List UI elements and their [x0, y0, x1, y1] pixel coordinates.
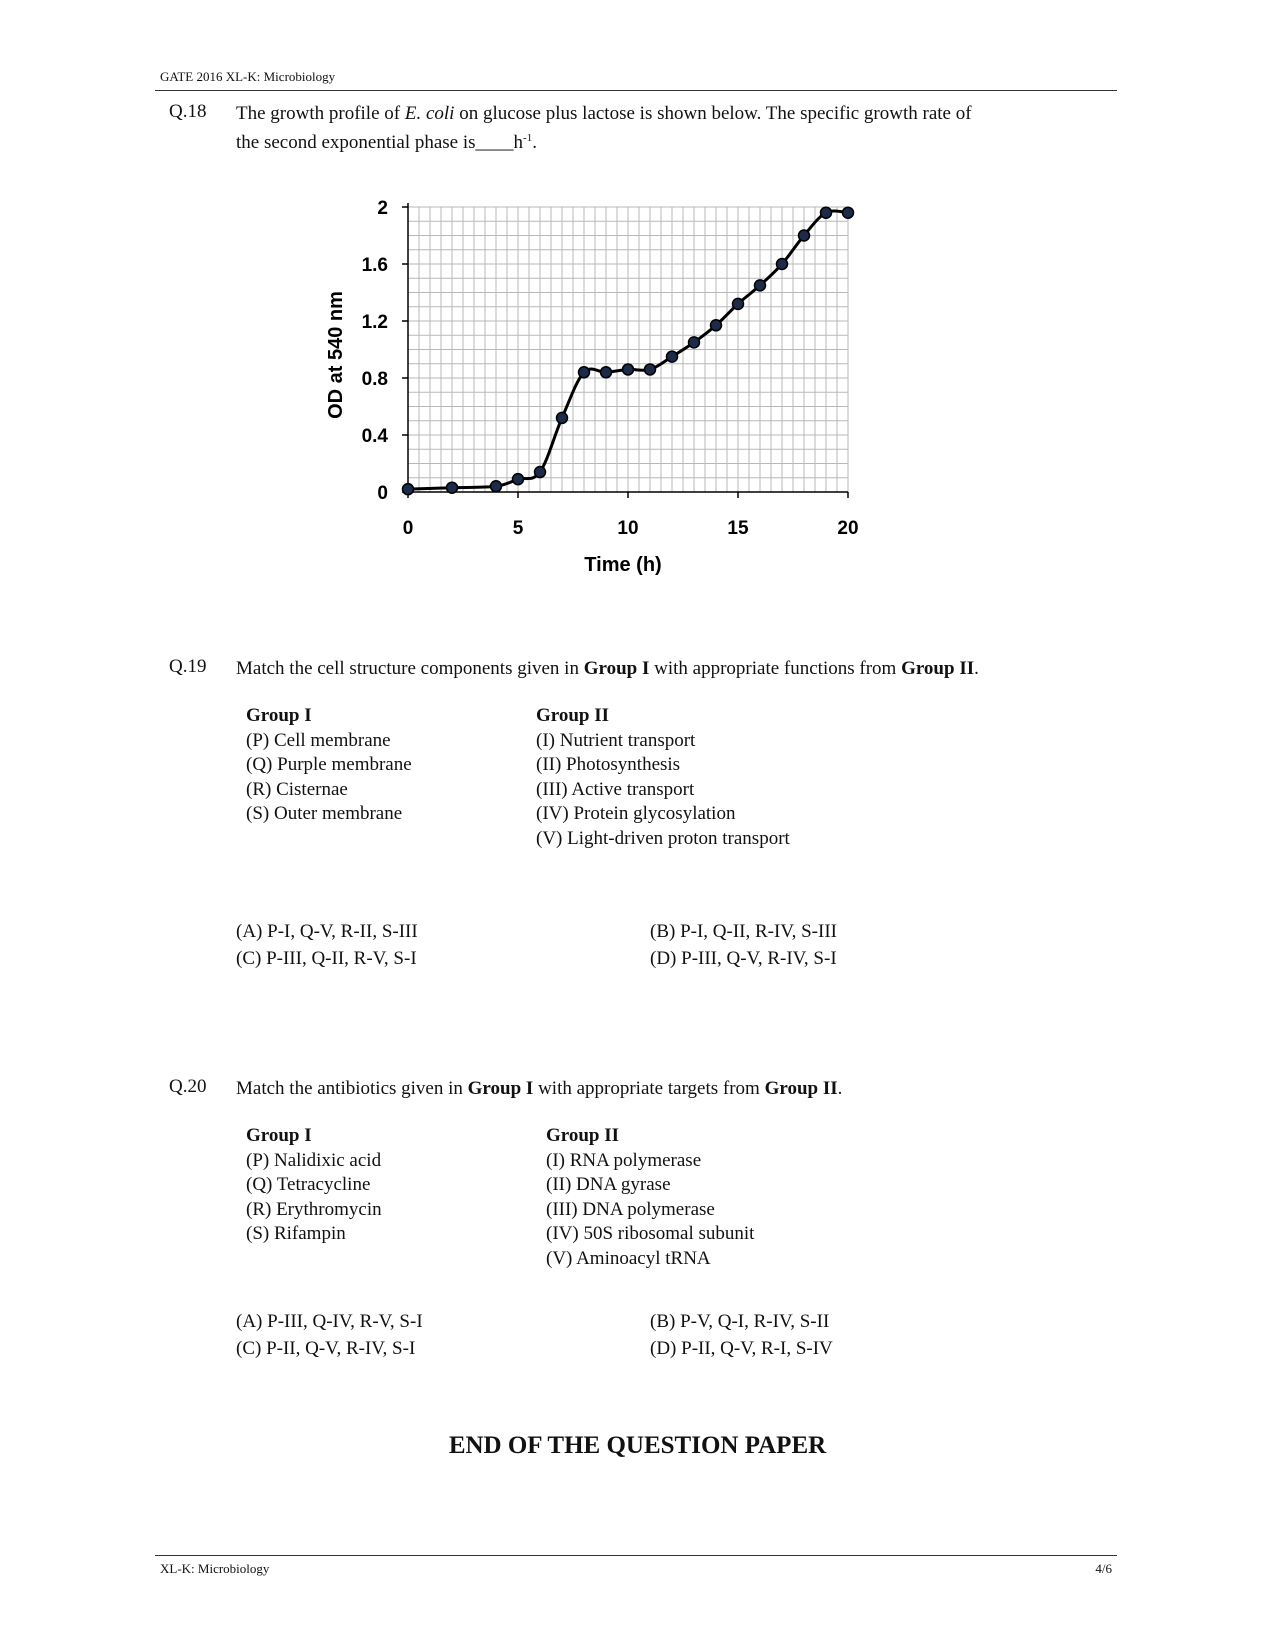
- header-rule: [155, 90, 1117, 91]
- x-tick-label: 0: [402, 518, 414, 539]
- data-point: [755, 280, 766, 291]
- q19-bold-a: Group I: [583, 658, 650, 679]
- q20-group-1: [246, 1124, 382, 1247]
- q20-group-1-item: (P) Nalidixic acid: [246, 1149, 382, 1171]
- chart-grid: [408, 207, 848, 492]
- q18-text-a: The growth profile of: [236, 103, 405, 124]
- q20-group-1-item: (S) Rifampin: [246, 1223, 346, 1245]
- footer-rule: [155, 1555, 1117, 1556]
- q20-text-c: .: [837, 1078, 843, 1099]
- q20-group-2-title: Group II: [546, 1125, 620, 1146]
- q19-group-2-title: Group II: [536, 705, 610, 726]
- y-tick-label: 0: [377, 483, 388, 504]
- q18-unit-sup: -1: [523, 132, 533, 144]
- q20-option-a[interactable]: (A) P-III, Q-IV, R-V, S-I: [236, 1311, 423, 1332]
- data-point: [601, 367, 612, 378]
- data-point: [689, 337, 700, 348]
- q19-group-1-item: (P) Cell membrane: [246, 729, 391, 751]
- q18-text: [236, 101, 1086, 155]
- data-point: [843, 207, 854, 218]
- q20-group-2-item: (I) RNA polymerase: [546, 1149, 702, 1171]
- q19-option-b[interactable]: (B) P-I, Q-II, R-IV, S-III: [650, 921, 837, 942]
- data-point: [623, 364, 634, 375]
- y-tick-label: 1.6: [361, 255, 388, 276]
- q19-group-2-item: (IV) Protein glycosylation: [536, 803, 736, 825]
- q20-bold-a: Group I: [467, 1078, 534, 1099]
- q19-group-2-item: (II) Photosynthesis: [536, 754, 681, 776]
- q20-group-2-item: (IV) 50S ribosomal subunit: [546, 1223, 755, 1245]
- x-tick-label: 20: [837, 518, 859, 539]
- y-tick-label: 0.4: [361, 426, 388, 447]
- q20-text: [236, 1076, 1086, 1101]
- x-tick-label: 15: [727, 518, 749, 539]
- q19-text: [236, 656, 1086, 681]
- q20-group-1-item: (Q) Tetracycline: [246, 1174, 371, 1196]
- growth-chart: [320, 195, 880, 595]
- q20-option-b[interactable]: (B) P-V, Q-I, R-IV, S-II: [650, 1311, 830, 1332]
- data-point: [733, 298, 744, 309]
- data-point: [557, 412, 568, 423]
- q18-number: Q.18: [169, 101, 207, 122]
- q19-group-1-item: (S) Outer membrane: [246, 803, 403, 825]
- q19-bold-b: Group II: [901, 658, 975, 679]
- q19-group-1-item: (Q) Purple membrane: [246, 754, 412, 776]
- q20-text-a: Match the antibiotics given in: [236, 1078, 468, 1099]
- q20-number: Q.20: [169, 1076, 207, 1097]
- data-point: [403, 484, 414, 495]
- q18-text-b: on glucose plus lactose is shown below. The specific growth rate of: [454, 103, 972, 124]
- q19-group-1-item: (R) Cisternae: [246, 778, 348, 800]
- q19-group-2: [536, 704, 790, 852]
- y-tick-label: 1.2: [361, 312, 388, 333]
- q19-option-a[interactable]: (A) P-I, Q-V, R-II, S-III: [236, 921, 418, 942]
- page-header: GATE 2016 XL-K: Microbiology: [160, 69, 336, 84]
- x-tick-label: 10: [617, 518, 639, 539]
- data-point: [711, 320, 722, 331]
- q19-text-c: .: [974, 658, 979, 679]
- data-point: [535, 467, 546, 478]
- data-point: [821, 207, 832, 218]
- x-tick-label: 5: [512, 518, 524, 539]
- q19-group-2-item: (V) Light-driven proton transport: [536, 827, 790, 849]
- q20-option-d[interactable]: (D) P-II, Q-V, R-I, S-IV: [650, 1338, 833, 1359]
- data-point: [491, 481, 502, 492]
- y-tick-label: 0.8: [361, 369, 388, 390]
- q19-number: Q.19: [169, 656, 207, 677]
- page-number: 4/6: [1095, 1561, 1112, 1576]
- q20-group-1-item: (R) Erythromycin: [246, 1198, 382, 1220]
- q19-option-c[interactable]: (C) P-III, Q-II, R-V, S-I: [236, 948, 417, 969]
- data-point: [777, 259, 788, 270]
- data-point: [513, 474, 524, 485]
- q19-text-b: with appropriate functions from: [649, 658, 902, 679]
- q20-group-2-item: (V) Aminoacyl tRNA: [546, 1247, 711, 1269]
- q18-text-c: the second exponential phase is____h: [236, 132, 524, 153]
- q18-text-d: .: [532, 132, 537, 153]
- q19-group-2-item: (I) Nutrient transport: [536, 729, 696, 751]
- footer-subject: XL-K: Microbiology: [160, 1561, 270, 1576]
- q19-option-d[interactable]: (D) P-III, Q-V, R-IV, S-I: [650, 948, 837, 969]
- q19-group-2-item: (III) Active transport: [536, 778, 695, 800]
- data-point: [667, 351, 678, 362]
- q20-group-2-item: (III) DNA polymerase: [546, 1198, 715, 1220]
- data-point: [447, 482, 458, 493]
- q18-organism: E. coli: [404, 103, 455, 124]
- q19-text-a: Match the cell structure components given in: [236, 658, 584, 679]
- q20-group-2: [546, 1124, 754, 1272]
- data-point: [799, 230, 810, 241]
- x-axis-label: Time (h): [584, 554, 662, 576]
- q19-group-1: [246, 704, 412, 827]
- q20-group-2-item: (II) DNA gyrase: [546, 1174, 671, 1196]
- q20-option-c[interactable]: (C) P-II, Q-V, R-IV, S-I: [236, 1338, 416, 1359]
- data-point: [645, 364, 656, 375]
- y-axis-label: OD at 540 nm: [325, 291, 347, 419]
- y-tick-label: 2: [377, 198, 388, 219]
- data-point: [579, 367, 590, 378]
- q20-group-1-title: Group I: [246, 1125, 312, 1146]
- q19-group-1-title: Group I: [246, 705, 312, 726]
- q20-bold-b: Group II: [764, 1078, 838, 1099]
- q20-text-b: with appropriate targets from: [533, 1078, 765, 1099]
- end-of-paper-heading: END OF THE QUESTION PAPER: [448, 1432, 827, 1459]
